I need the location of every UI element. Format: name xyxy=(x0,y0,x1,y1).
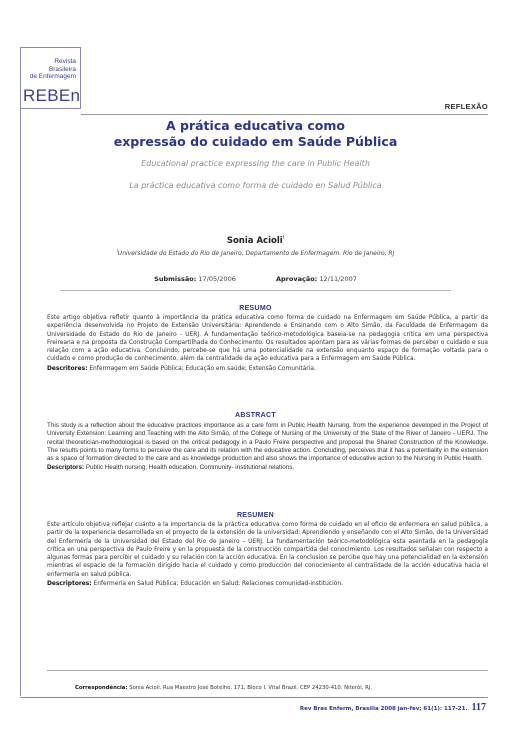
abstract-es xyxy=(47,521,488,588)
article-title-english: Educational practice expressing the care in Public Health xyxy=(141,159,370,168)
journal-logo-caption: Revista Brasileira de Enfermagem xyxy=(29,58,76,80)
author-affiliation: $^I$Universidade do Estado do Rio de Janeiro, Departamento de Enfermagem. Rio de Janeiro, RJ xyxy=(116,248,395,257)
journal-logo-text: REBEn xyxy=(23,86,81,105)
author-name: Sonia Acioli$^I$ xyxy=(226,235,285,246)
abstract-en-body: This study is a reflection about the educative practices importance as a care form in Public Health Nursing, from the experience developed in the Project of University Extension: Learning and Teaching with the Alto Simão, of the College of Nursing of the University of the State of the River of Janeiro - UERJ. The recital theoretician-methodological is based on the critical pedagogy in a Paulo Freire perspective and proposal the Shared Construction of the Knowledge. The results points to many forms to perceive the care and its relation with the educative action. Concluding, perceives that it has a potentiality in the extension as a space of formation directed to the care and as knowledge production and also shows the importance of educative action to the Nursing in Public Health. xyxy=(47,422,488,463)
abstract-pt-heading: RESUMO xyxy=(239,305,272,312)
abstract-en-keywords: Descriptors: Public Health nursing; Health education, Community- institutional relations. xyxy=(47,464,295,472)
abstract-pt-keywords: Descritores: Enfermagem em Saúde Pública; Educação em saúde; Extensão Comunitária. xyxy=(47,365,316,372)
correspondence: Correspondência: Sonia Acioli. Rua Maestro José Botelho, 171, Bloco I, Vital Brazil. CEP 24230-410. Niterói, RJ. xyxy=(75,685,373,691)
page-footer xyxy=(300,702,486,713)
journal-logo xyxy=(20,47,81,109)
abstract-es-keywords: Descriptores: Enfermería en Salud Pública; Educación en Salud; Relaciones comunidad-institución. xyxy=(47,581,343,588)
abstract-es-heading: RESUMEN xyxy=(236,512,275,519)
dates-rule xyxy=(60,290,451,291)
abstract-en-heading: ABSTRACT xyxy=(235,412,276,419)
submission-dates: Submissão: 17/05/2006 Aprovação: 12/11/2007 xyxy=(154,275,357,283)
header-rule xyxy=(81,114,488,115)
page-number: 117 xyxy=(471,702,486,713)
abstract-pt xyxy=(47,314,488,373)
article-title: A prática educativa como expressão do cuidado em Saúde Pública xyxy=(113,118,398,149)
citation: Rev Bras Enferm, Brasília 2008 jan-fev; 61(1): 117-21. xyxy=(299,706,468,712)
section-label: REFLEXÃO xyxy=(444,102,488,111)
page-frame-left-rule xyxy=(20,48,21,696)
abstract-es-body: Este artículo objetiva reflejar cuánto a la importancia de la práctica educativa como forma de cuidado en el oficio de enfermera en salud pública, a partir de la experiencia desarrollada en el proyecto de la extensión de la universidad: Aprendiendo y enseñando con el Alto Simão, de la Universidad del Enfermería de la Universidad del Estado del Rio de Janeiro – UERJ. La fundamentación teórico-metodológica esta asentada en la pedagogía crítica en una perspectiva de Paulo Freire y en la propuesta de la construcción compartida del conocimiento. Los resultados señalan con respecto a algunas formas para percibir el cuidado y su relación con la acción educativa. En la conclusion se percibe que hay una potencialidad en la extensión mientras el espacio de la formación dirigido hacia el cuidado y como producción del conocimiento el centralidade de la acción educativa hacia el enfermería en salud pública. xyxy=(47,522,488,578)
footer-rule xyxy=(20,697,488,698)
abstract-pt-body: Este artigo objetiva refletir quanto à importância da prática educativa como forma de cuidado na Enfermagem em Saúde Pública, a partir da experiência desenvolvida no Projeto de Extensão Universitária: Aprendendo e Ensinando com o Alto Simão, da Faculdade de Enfermagem da Universidade do Estado do Rio de Janeiro - UERJ. A fundamentação teórico-metodológica baseia-se na pedagogia crítica em uma perspectiva Freireana e na proposta da Construção Compartilhada do Conhecimento. Os resultados apontam para as várias formas de perceber o cuidado e sua relação com a ação educativa. Concluindo, percebe-se que há uma potencialidade na extensão enquanto espaço de formação voltada para o cuidado e como produção de conhecimento, além da centralidade da ação educativa para a Enfermagem em Saúde Pública. xyxy=(47,315,488,363)
abstract-en xyxy=(47,422,488,473)
correspondence-rule xyxy=(47,670,488,671)
article-title-spanish: La práctica educativa como forma de cuidado en Salud Pública xyxy=(129,181,382,190)
